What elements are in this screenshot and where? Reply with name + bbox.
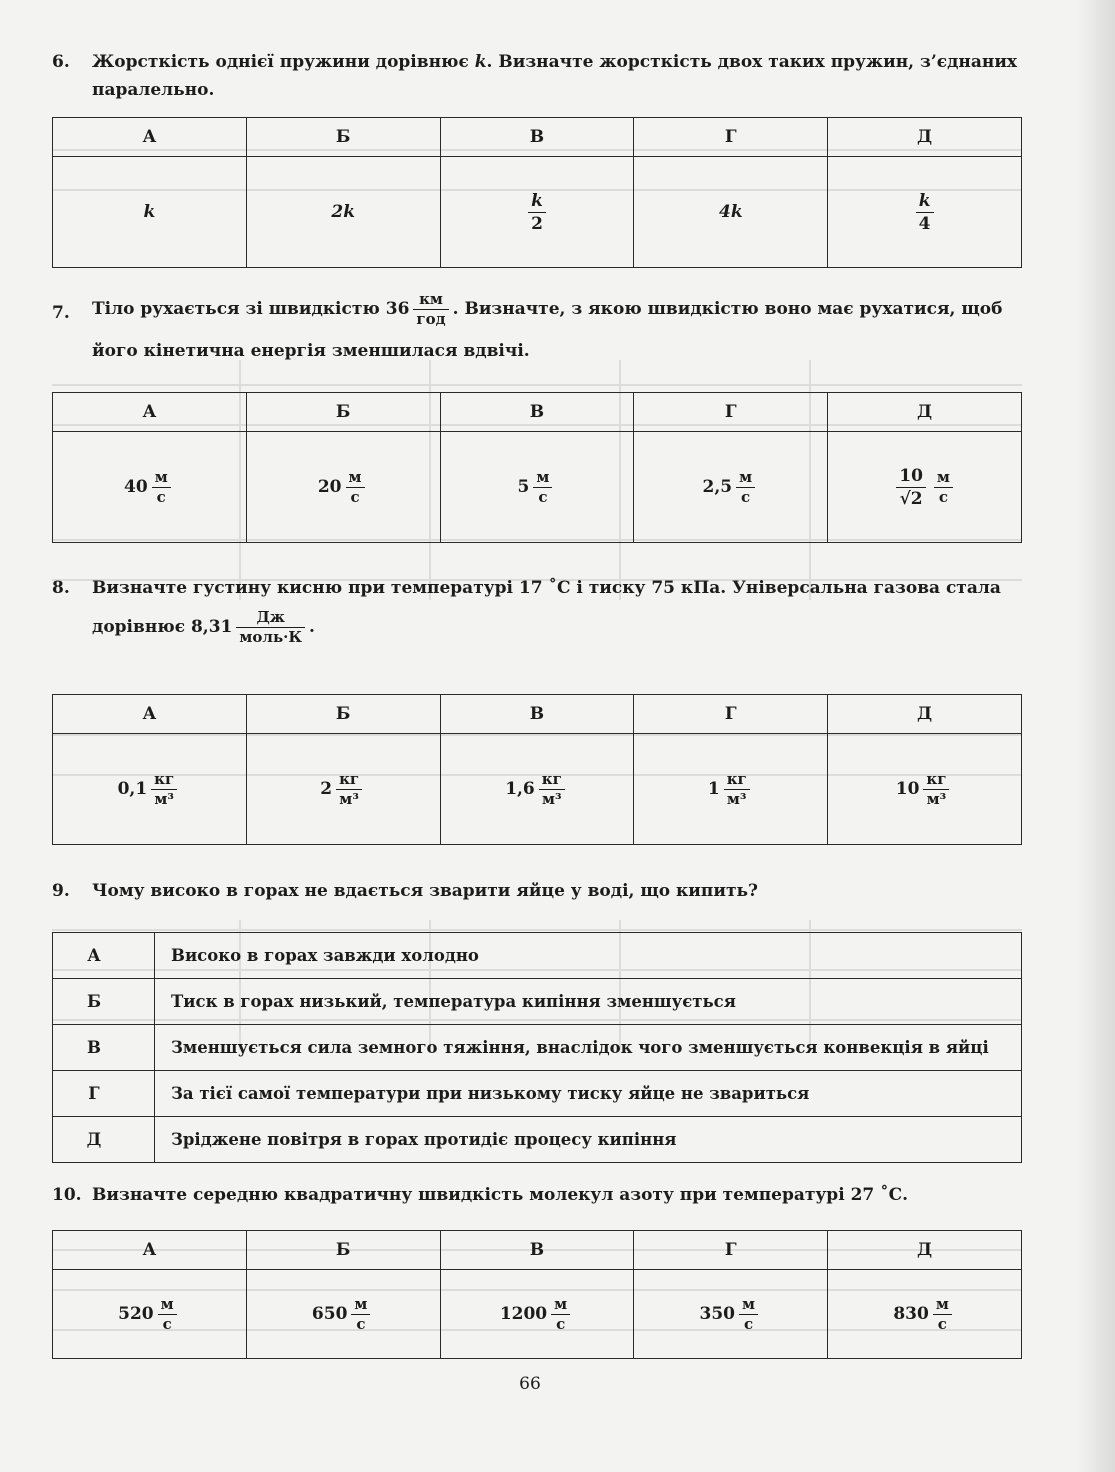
answer-cell	[828, 432, 1022, 543]
unit-fraction: $\frac{м}{с}$	[351, 1295, 370, 1334]
option-text: Тиск в горах низький, температура кипіння зменшується	[155, 979, 1022, 1025]
option-letter: А	[53, 1231, 247, 1270]
answer-cell: 10 $\frac{кг}{\text{м³}}$	[828, 734, 1022, 845]
option-letter: А	[53, 695, 247, 734]
answer-cell: 830 $\frac{м}{с}$	[828, 1270, 1022, 1359]
answer-cell: 520 $\frac{м}{с}$	[53, 1270, 247, 1359]
answer-cell: 0,1 $\frac{кг}{\text{м³}}$	[53, 734, 247, 845]
question-6	[52, 48, 1022, 104]
unit-fraction: $\frac{м}{с}$	[533, 468, 552, 507]
unit-fraction: $\frac{кг}{\text{м³}}$	[724, 770, 750, 809]
unit-fraction: $\frac{м}{с}$	[551, 1295, 570, 1334]
option-letter: Д	[828, 393, 1022, 432]
answer-cell: 1,6 $\frac{кг}{\text{м³}}$	[440, 734, 634, 845]
question-text: Визначте середню квадратичну швидкість молекул азоту при температурі 27 ˚С.	[92, 1185, 909, 1205]
question-number: 7.	[52, 303, 70, 323]
question-text: Жорсткість однієї пружини дорівнює k. Визначте жорсткість двох таких пружин, з’єднаних паралельно.	[92, 52, 1018, 100]
option-letter: Б	[246, 1231, 440, 1270]
answer-cell: k	[53, 157, 247, 268]
option-letter: Б	[246, 695, 440, 734]
option-letter: Д	[828, 1231, 1022, 1270]
option-text: За тієї самої температури при низькому тиску яйце не звариться	[155, 1071, 1022, 1117]
unit-fraction: $\frac{м}{с}$	[933, 1295, 952, 1334]
question-number: 10.	[52, 1185, 82, 1205]
fraction: $\frac{k}{4}$	[916, 190, 934, 235]
answer-cell	[440, 157, 634, 268]
option-letter: Б	[246, 118, 440, 157]
unit-fraction: $\frac{кг}{\text{м³}}$	[539, 770, 565, 809]
option-letter: А	[53, 933, 155, 979]
question-text-line2: його кінетична енергія зменшилася вдвічі.	[92, 341, 530, 361]
answer-cell: 650 $\frac{м}{с}$	[246, 1270, 440, 1359]
option-letter: В	[440, 393, 634, 432]
list-item	[53, 933, 1022, 979]
answer-cell	[828, 157, 1022, 268]
option-letter: Г	[634, 695, 828, 734]
option-letter: А	[53, 118, 247, 157]
list-item	[53, 1025, 1022, 1071]
answer-table-8	[52, 694, 1022, 845]
option-letter: Г	[53, 1071, 155, 1117]
option-letter: Г	[634, 118, 828, 157]
unit-fraction: $\frac{м}{с}$	[736, 468, 755, 507]
option-letter: Д	[828, 695, 1022, 734]
unit-fraction: $\frac{м}{с}$	[158, 1295, 177, 1334]
answer-list-9	[52, 932, 1022, 1163]
question-text: Визначте густину кисню при температурі 17 ˚С і тиску 75 кПа. Універсальна газова стала	[92, 578, 1001, 598]
option-letter: В	[53, 1025, 155, 1071]
answer-table-10	[52, 1230, 1022, 1359]
option-letter: В	[440, 695, 634, 734]
question-8	[52, 574, 1022, 647]
answer-cell: 1200 $\frac{м}{с}$	[440, 1270, 634, 1359]
option-letter: Г	[634, 393, 828, 432]
question-7	[52, 290, 1022, 365]
option-letter: В	[440, 1231, 634, 1270]
answer-cell: 2,5 $\frac{м}{с}$	[634, 432, 828, 543]
option-text: Зріджене повітря в горах протидіє процесу кипіння	[155, 1117, 1022, 1163]
question-number: 9.	[52, 881, 70, 901]
question-9	[52, 877, 1022, 905]
option-letter: Г	[634, 1231, 828, 1270]
answer-table-6	[52, 117, 1022, 268]
page-number: 66	[519, 1374, 541, 1394]
question-number: 8.	[52, 578, 70, 598]
option-letter: Б	[246, 393, 440, 432]
question-text: Чому високо в горах не вдається зварити яйце у воді, що кипить?	[92, 881, 758, 901]
option-letter: Б	[53, 979, 155, 1025]
answer-cell: 350 $\frac{м}{с}$	[634, 1270, 828, 1359]
question-number: 6.	[52, 52, 70, 72]
option-letter: В	[440, 118, 634, 157]
unit-fraction: $\frac{кг}{\text{м³}}$	[336, 770, 362, 809]
question-text-line2: дорівнює 8,31 $\frac{Дж}{\text{моль·К}}$ .	[92, 608, 315, 646]
answer-cell: 5 $\frac{м}{с}$	[440, 432, 634, 543]
page-edge-shadow	[1077, 0, 1115, 1472]
list-item	[53, 1071, 1022, 1117]
unit-fraction: $\frac{км}{\text{год}}$	[413, 290, 448, 329]
fraction: $\frac{k}{2}$	[528, 190, 546, 235]
answer-table-7	[52, 392, 1022, 543]
unit-fraction: $\frac{м}{с}$	[152, 468, 171, 507]
unit-fraction: $\frac{Дж}{\text{моль·К}}$	[236, 608, 305, 647]
list-item	[53, 1117, 1022, 1163]
option-text: Зменшується сила земного тяжіння, внаслідок чого зменшується конвекція в яйці	[155, 1025, 1022, 1071]
unit-fraction: $\frac{кг}{\text{м³}}$	[151, 770, 177, 809]
answer-cell: 4k	[634, 157, 828, 268]
answer-cell: 2k	[246, 157, 440, 268]
option-letter: Д	[53, 1117, 155, 1163]
option-letter: А	[53, 393, 247, 432]
option-letter: Д	[828, 118, 1022, 157]
answer-cell: 1 $\frac{кг}{\text{м³}}$	[634, 734, 828, 845]
question-text: Тіло рухається зі швидкістю 36 $\frac{км}{\text{год}}$ . Визначте, з якою швидкістю воно має рухатися, щоб	[92, 290, 1003, 328]
unit-fraction: $\frac{м}{с}$	[934, 468, 953, 507]
value-fraction: $\frac{10}{√2}$	[896, 465, 926, 510]
unit-fraction: $\frac{м}{с}$	[739, 1295, 758, 1334]
list-item	[53, 979, 1022, 1025]
option-text: Високо в горах завжди холодно	[155, 933, 1022, 979]
question-10	[52, 1181, 1022, 1209]
answer-cell: 2 $\frac{кг}{\text{м³}}$	[246, 734, 440, 845]
unit-fraction: $\frac{м}{с}$	[346, 468, 365, 507]
unit-fraction: $\frac{кг}{\text{м³}}$	[923, 770, 949, 809]
answer-cell: 40 $\frac{м}{с}$	[53, 432, 247, 543]
answer-cell: 20 $\frac{м}{с}$	[246, 432, 440, 543]
